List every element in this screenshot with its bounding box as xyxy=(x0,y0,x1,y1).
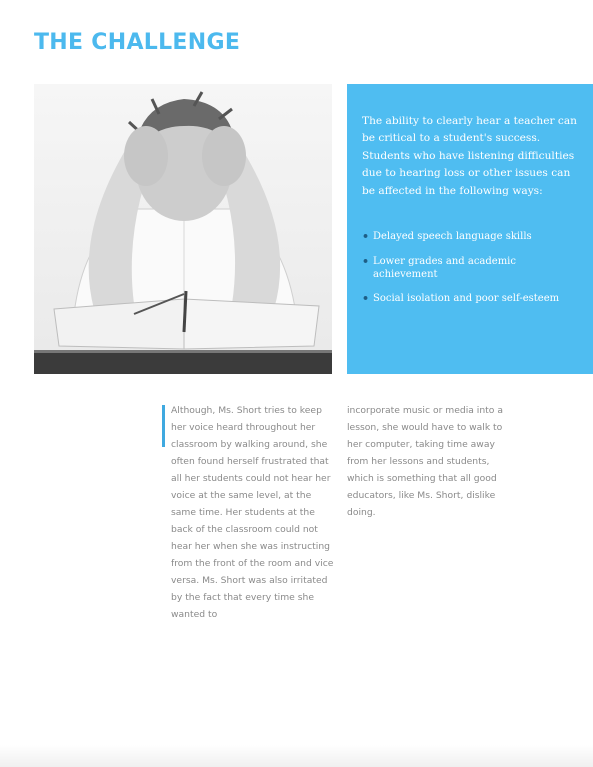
bullet-icon: • xyxy=(362,292,370,306)
bullet-icon: • xyxy=(362,254,370,268)
body-column-2: incorporate music or media into a lesson, she would have to walk to her computer, taking time away from her lessons and students, which is something that all good educators, like Ms. Short, dislike doing. xyxy=(347,405,503,518)
list-item-label: Delayed speech language skills xyxy=(373,231,532,243)
body-column-1: Although, Ms. Short tries to keep her voice heard throughout her classroom by walking around, she often found herself frustrated that all her students could not hear her voice at the same level, at the same time. Her students at the back of the classroom could not hear her when she was instructing from the front of the room and vice versa. Ms. Short was also irritated by the fact that every time she wanted to xyxy=(171,405,334,620)
callout-text: The ability to clearly hear a teacher can be critical to a student's success. Students who have listening difficulties due to hearing loss or other issues can be affected in the following ways: xyxy=(362,115,578,197)
page-bottom-edge xyxy=(0,745,593,767)
student-photo xyxy=(34,84,332,374)
paragraph-accent-bar xyxy=(162,405,165,447)
list-item-label: Social isolation and poor self-esteem xyxy=(373,293,560,305)
list-item xyxy=(362,255,579,281)
bullet-icon: • xyxy=(362,230,370,244)
list-item xyxy=(362,230,579,243)
list-item-label: Lower grades and academic achievement xyxy=(373,255,516,280)
challenge-callout xyxy=(347,84,593,374)
effects-list xyxy=(362,230,579,305)
list-item xyxy=(362,292,579,305)
frustrated-student-illustration xyxy=(34,84,332,374)
page-title: THE CHALLENGE xyxy=(34,30,241,55)
